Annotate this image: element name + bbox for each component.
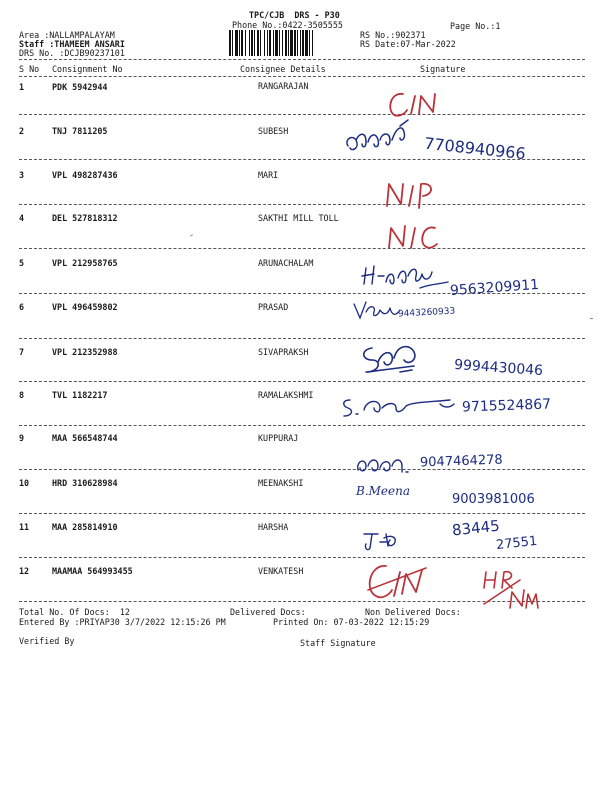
handwritten-signature [360,262,450,292]
divider [19,59,585,60]
divider [19,469,585,470]
handwritten-phone: 9715524867 [461,396,552,416]
row-consignment: MAA 566548744 [52,433,118,443]
handwritten-phone: 7708940966 [423,133,527,164]
divider [19,513,585,514]
row-sno: 6 [19,302,25,312]
printed-on: Printed On: 07-03-2022 12:15:29 [273,617,430,627]
row-consignee: SAKTHI MILL TOLL [258,213,339,223]
row-consignment: MAA 285814910 [52,522,118,532]
row-sno: 12 [19,566,30,576]
handwritten-phone: 83445 [451,516,501,540]
divider [19,114,585,115]
row-sno: 5 [19,258,25,268]
row-consignee: RANGARAJAN [258,81,309,91]
row-sno: 11 [19,522,30,532]
divider [19,557,585,558]
handwritten-cn [364,560,434,604]
handwritten-signature [358,342,424,378]
doc-title: TPC/CJB DRS - P30 [249,10,340,20]
row-consignment: MAAMAA 564993455 [52,566,133,576]
divider [19,76,585,77]
page-number: Page No.:1 [450,21,501,31]
handwritten-signature [342,118,422,158]
row-sno: 10 [19,478,30,488]
row-consignee: SIVAPRAKSH [258,347,309,357]
drs-number: DRS No. :DCJB90237101 [19,48,125,58]
row-consignee: ARUNACHALAM [258,258,314,268]
scan-mark [590,318,593,319]
handwritten-signature [340,396,470,420]
handwritten-signature [362,528,402,552]
row-consignee: MARI [258,170,279,180]
divider [19,338,585,339]
row-sno: 7 [19,347,25,357]
scan-mark [190,234,193,236]
row-consignment: VPL 212352988 [52,347,118,357]
handwritten-signature [354,452,416,476]
row-consignment: TNJ 7811205 [52,126,108,136]
row-consignee: MEENAKSHI [258,478,304,488]
barcode [229,30,353,56]
row-sno: 9 [19,433,25,443]
handwritten-phone: 9003981006 [452,492,535,507]
divider [19,248,585,249]
row-consignee: KUPPURAJ [258,433,299,443]
handwritten-phone: 9443260933 [397,306,456,320]
row-consignment: TVL 1182217 [52,390,108,400]
handwritten-cn [385,90,445,120]
handwritten-phone: 9563209911 [449,276,540,300]
area: Area :NALLAMPALAYAM [19,30,115,40]
rs-date: RS Date:07-Mar-2022 [360,39,456,49]
delivered-docs: Delivered Docs: [230,607,306,617]
row-sno: 8 [19,390,25,400]
handwritten-np [383,180,443,210]
row-consignment: PDK 5942944 [52,82,108,92]
row-consignee: PRASAD [258,302,289,312]
row-consignee: HARSHA [258,522,289,532]
handwritten-phone: 9047464278 [419,452,503,471]
handwritten-phone: 27551 [495,533,539,554]
total-docs: Total No. Of Docs: 12 [19,607,130,617]
entered-by: Entered By :PRIYAP30 3/7/2022 12:15:26 PM [19,617,226,627]
verified-by: Verified By [19,636,75,646]
rs-number: RS No.:902371 [360,30,426,40]
row-consignment: VPL 212958765 [52,258,118,268]
col-signature: Signature [420,64,466,74]
staff-signature-label: Staff Signature [300,638,376,648]
handwritten-name: B.Meena [356,484,411,498]
row-sno: 2 [19,126,25,136]
handwritten-hr-nm [480,568,544,612]
row-consignee: RAMALAKSHMI [258,390,314,400]
handwritten-phone: 9994430046 [453,356,544,380]
row-sno: 3 [19,170,25,180]
divider [19,425,585,426]
row-consignment: HRD 310628984 [52,478,118,488]
phone-number: Phone No.:0422-3505555 [232,20,343,30]
staff: Staff :THAMEEM ANSARI [19,39,125,49]
row-consignment: DEL 527818312 [52,213,118,223]
row-sno: 1 [19,82,25,92]
divider [19,204,585,205]
handwritten-signature [352,298,402,324]
col-sno: S No [19,64,40,74]
row-consignment: VPL 496459802 [52,302,118,312]
divider [19,381,585,382]
row-sno: 4 [19,213,25,223]
col-consignee: Consignee Details [240,64,326,74]
non-delivered-docs: Non Delivered Docs: [365,607,461,617]
row-consignee: VENKATESH [258,566,304,576]
col-consignment: Consignment No [52,64,123,74]
handwritten-nc [385,222,445,252]
row-consignment: VPL 498287436 [52,170,118,180]
row-consignee: SUBESH [258,126,289,136]
